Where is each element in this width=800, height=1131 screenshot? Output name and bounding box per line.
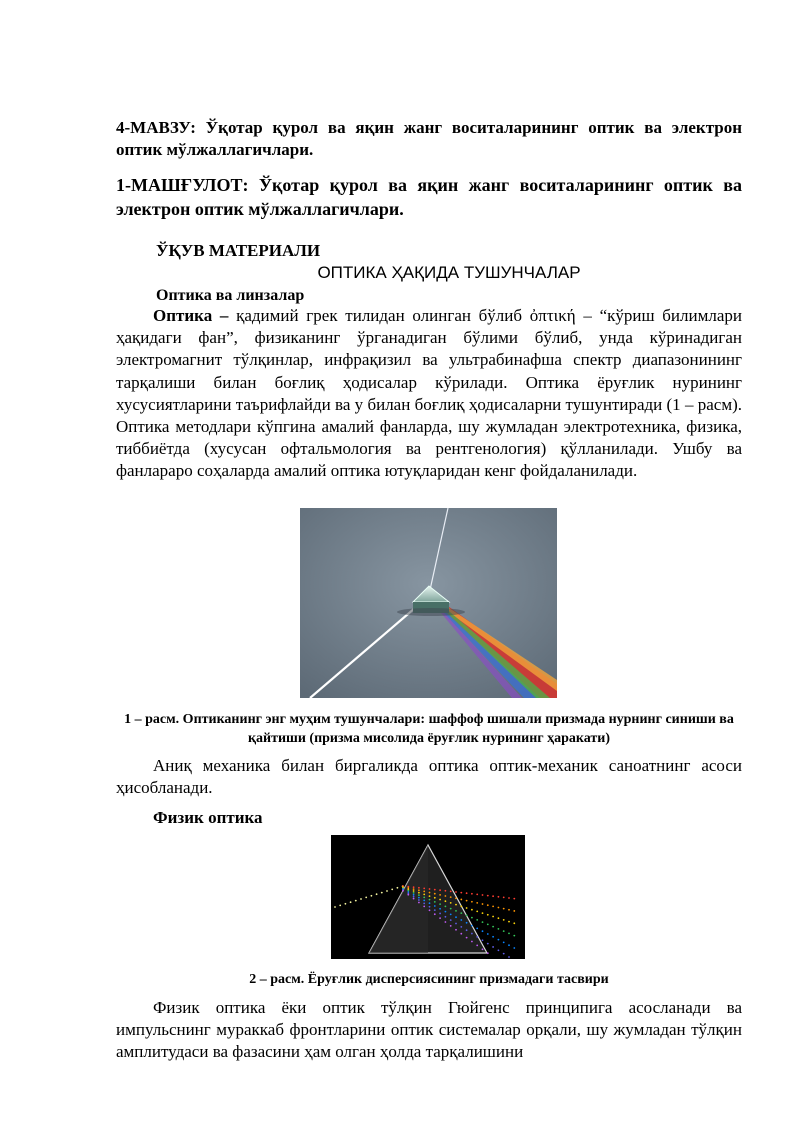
- topic-heading: 4-МАВЗУ: Ўқотар қурол ва яқин жанг воситаларининг оптик ва электрон оптик мўлжаллагичлари.: [116, 118, 742, 159]
- subsection-title: Оптика ва линзалар: [156, 287, 305, 304]
- term-optics: Оптика –: [153, 306, 229, 325]
- physical-optics-paragraph: Физик оптика ёки оптик тўлқин Гюйгенс принципига асосланади ва импульснинг мураккаб фронтларини оптик системалар орқали, шу жумладан тўлқин амплитудаси ва фазасини ҳам олган ҳолда тарқалишини: [116, 998, 742, 1062]
- figure-1-prism-image: [300, 508, 557, 698]
- intro-paragraph: [116, 305, 742, 483]
- figure-2-caption: 2 – расм. Ёруғлик дисперсиясининг призмадаги тасвири: [249, 972, 609, 987]
- figure-2-dispersion-image: [331, 835, 525, 959]
- lesson-heading: 1-МАШҒУЛОТ: Ўқотар қурол ва яқин жанг воситаларининг оптик ва электрон оптик мўлжаллагичлари.: [116, 175, 742, 219]
- intro-text: қадимий грек тилидан олинган бўлиб ὀπτική – “кўриш билимлари ҳақидаги фан”, физиканинг ўрганадиган бўлими бўлиб, унда кўринадиган электромагнит тўлқинлар, инфрақизил ва ультрабинафша спектр диапазонининг тарқалиши билан боғлиқ ҳодисалар кўрилади. Оптика ёруғлик нурининг хусусиятларини таърифлайди ва у билан боғлиқ ҳодисаларни тушунтиради (1 – расм). Оптика методлари кўпгина амалий фанларда, шу жумладан электротехника, физика, тиббиётда (хусусан офтальмология ва рентгенология) қўлланилади. Ушбу ва фанлараро соҳаларда амалий оптика ютуқларидан кенг фойдаланилади.: [116, 306, 742, 481]
- figure-1-caption: 1 – расм. Оптиканинг энг муҳим тушунчалари: шаффоф шишали призмада нурнинг синиши ва қайтиши (призма мисолида ёруғлик нурининг ҳаракати): [124, 712, 734, 746]
- section-title: ЎҚУВ МАТЕРИАЛИ: [156, 241, 321, 260]
- mechanics-paragraph: Аниқ механика билан биргаликда оптика оптик-механик саноатнинг асоси ҳисобланади.: [116, 756, 742, 798]
- physical-optics-heading: Физик оптика: [153, 808, 263, 827]
- section-subtitle: ОПТИКА ҲАҚИДА ТУШУНЧАЛАР: [317, 263, 581, 282]
